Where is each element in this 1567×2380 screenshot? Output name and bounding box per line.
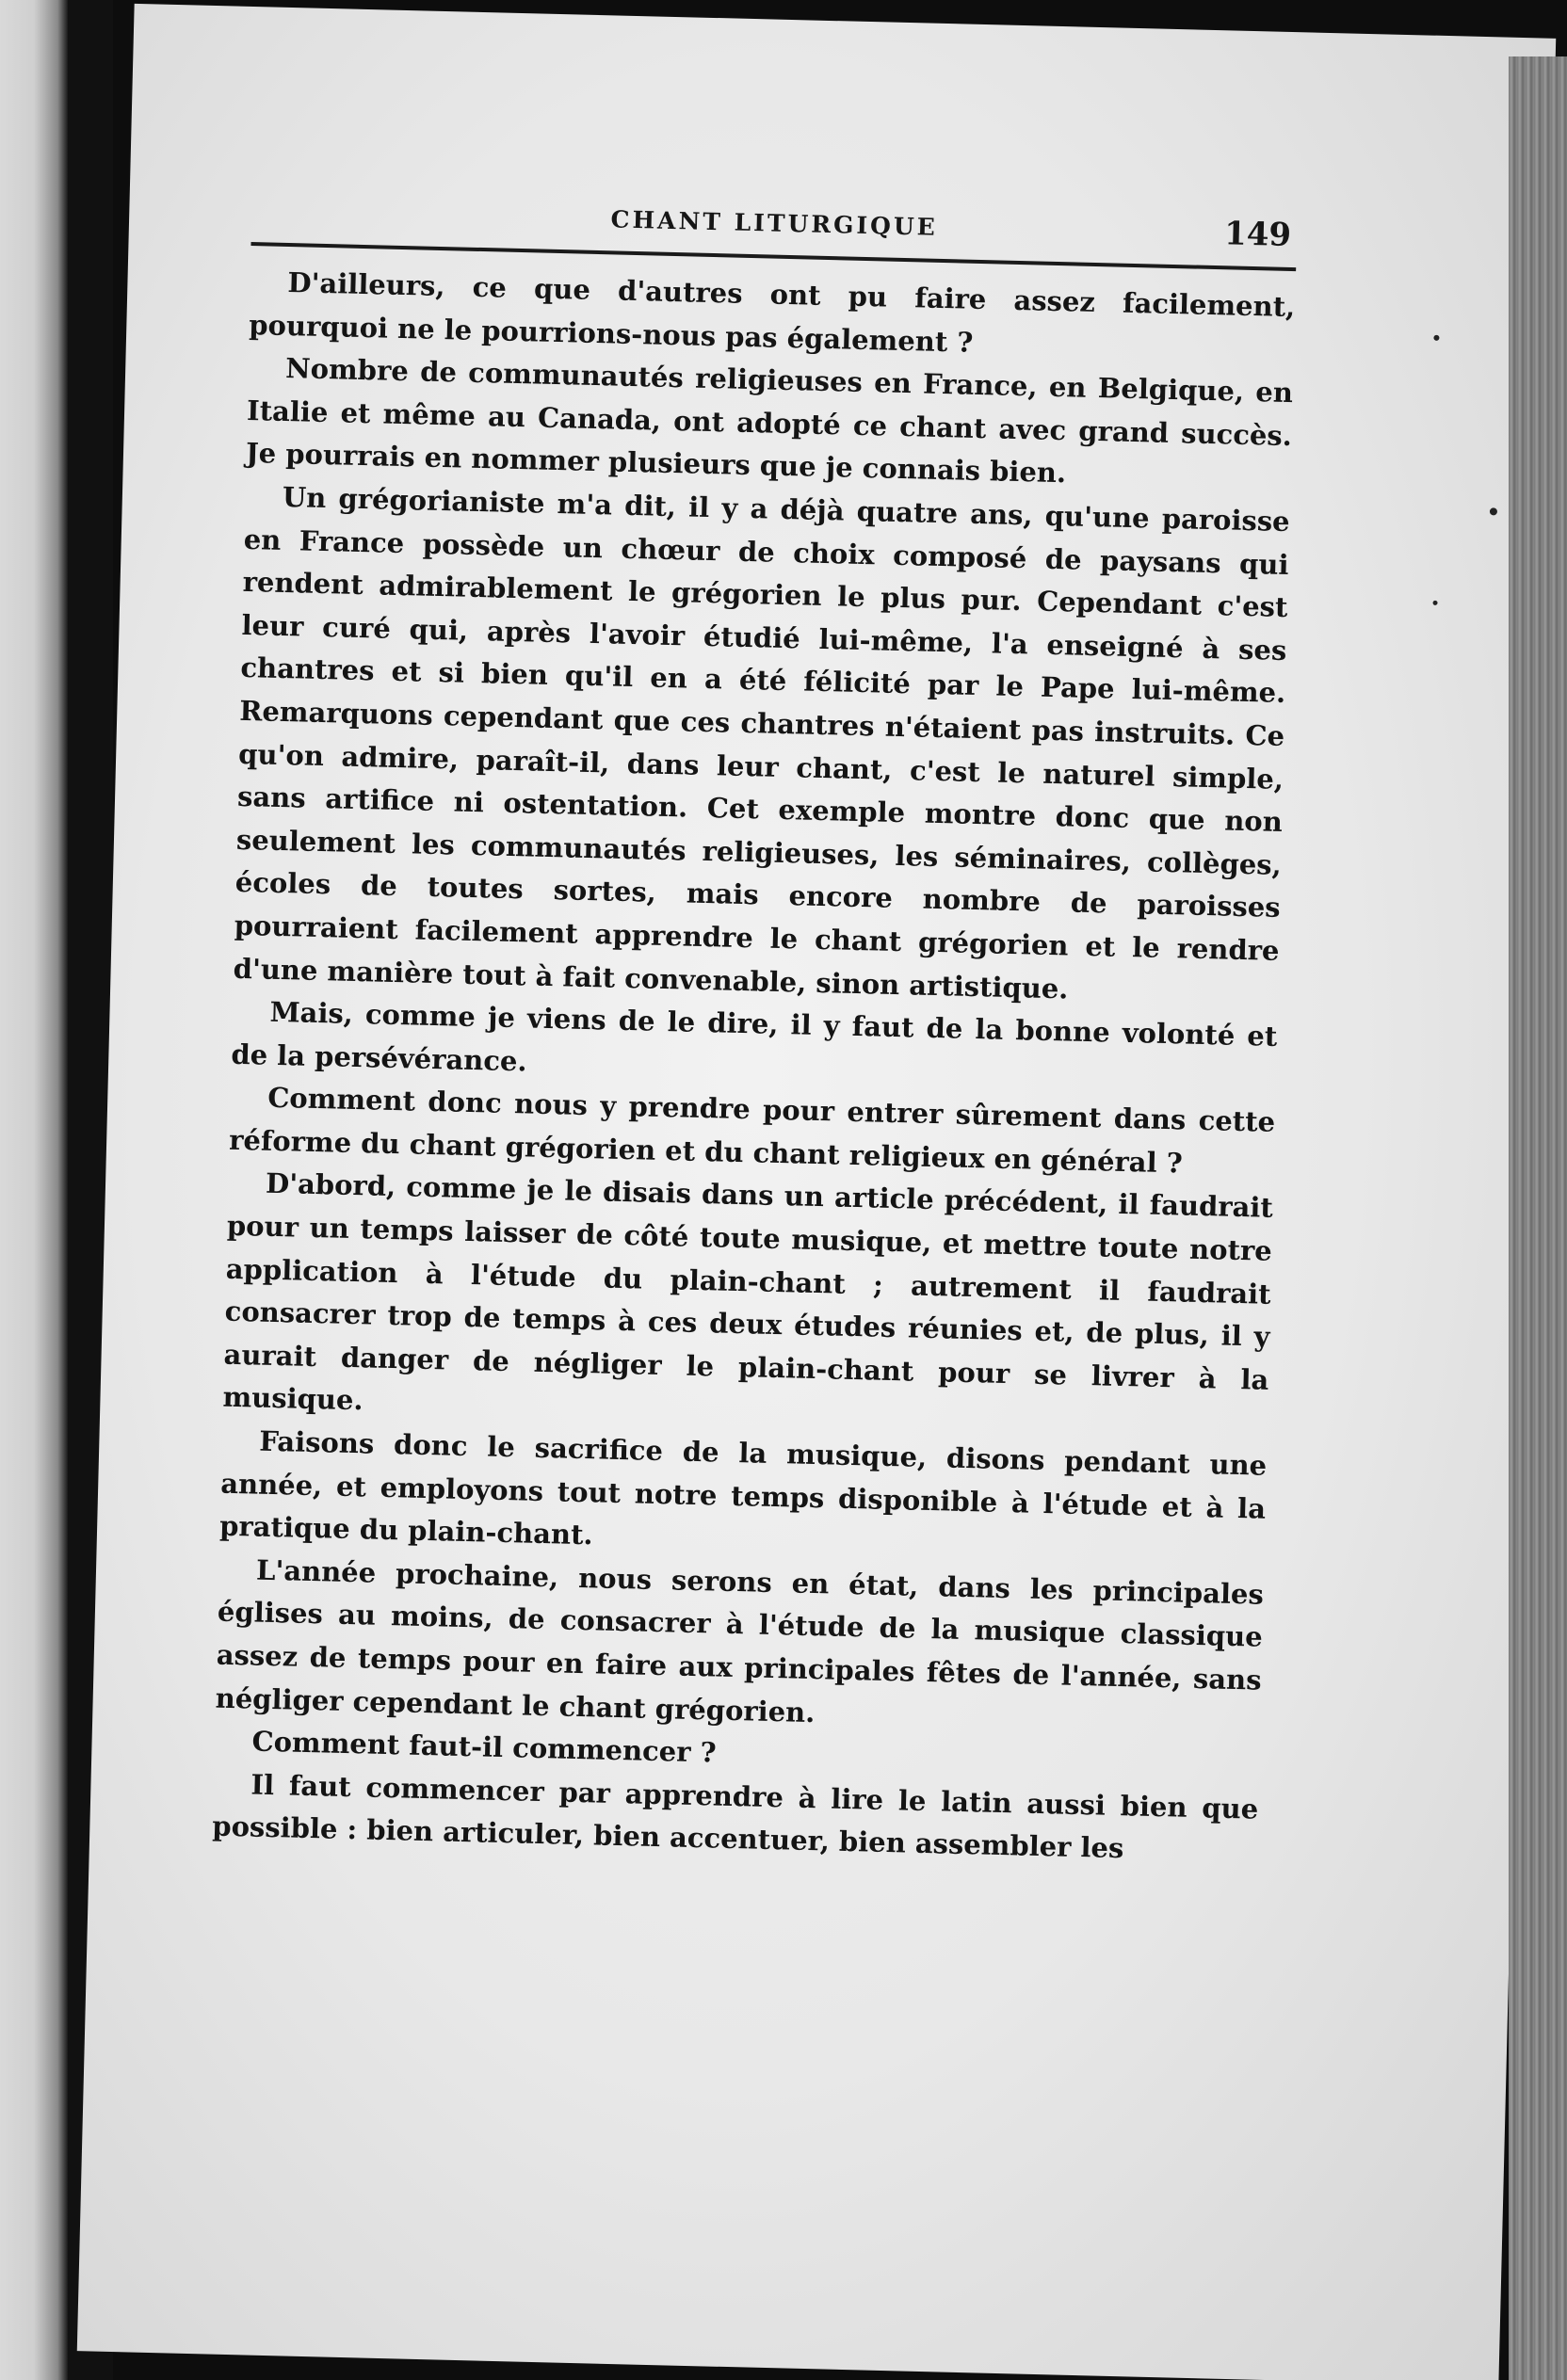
paragraph: Nombre de communautés religieuses en France, en Belgique, en Italie et même au Canada, ont adopté ce chant avec grand succès. Je pourrais en nommer plusieurs que je connais bien. — [245, 352, 1294, 490]
paragraph: Comment faut-il commencer ? — [251, 1725, 718, 1769]
paragraph: Il faut commencer par apprendre à lire le latin aussi bien que possible : bien articuler, bien accentuer, bien assembler les — [212, 1768, 1259, 1865]
paragraph: Faisons donc le sacrifice de la musique, disons pendant une année, et employons tout notre temps disponible à l'étude et à la pratique du plain-chant. — [218, 1424, 1268, 1552]
paragraph: L'année prochaine, nous serons en état, dans les principales églises au moins, de consacrer à l'étude de la musique classique assez de temps pour en faire aux principales fêtes de l'année, sans négliger cependant le chant grégorien. — [215, 1553, 1265, 1729]
paragraph: Un grégorianiste m'a dit, il y a déjà quatre ans, qu'une paroisse en France possède un chœur de choix composé de paysans qui rendent admirablement le grégorien le plus pur. Cependant c'est leur curé qui, après l'avoir étudié lui-même, l'a enseigné à ses chantres et si bien qu'il en a été félicité par le Pape lui-même. Remarquons cependant que ces chantres n'étaient pas instruits. Ce qu'on admire, paraît-il, dans leur chant, c'est le naturel simple, sans artifice ni ostentation. Cet exemple montre donc que non seulement les communautés religieuses, les séminaires, collèges, écoles de toutes sortes, mais encore nombre de paroisses pourraient facilement apprendre le chant grégorien et le rendre d'une manière tout à fait convenable, sinon artistique. — [233, 480, 1291, 1005]
paragraph: Comment donc nous y prendre pour entrer sûrement dans cette réforme du chant grégorien et du chant religieux en général ? — [228, 1082, 1276, 1180]
dust-speck — [1432, 601, 1437, 605]
paragraph: D'ailleurs, ce que d'autres ont pu faire assez facilement, pourquoi ne le pourrions-nous pas également ? — [248, 265, 1296, 359]
facing-page-edge — [0, 0, 68, 2380]
body-text — [212, 261, 1296, 1874]
running-title: CHANT LITURGIQUE — [610, 205, 939, 241]
book-page — [77, 4, 1556, 2380]
page-stack-edge — [1509, 56, 1567, 2380]
page-header — [250, 184, 1297, 271]
dust-speck — [1490, 507, 1497, 515]
page-number: 149 — [1223, 215, 1292, 255]
paragraph: D'abord, comme je le disais dans un article précédent, il faudrait pour un temps laisser de côté toute musique, et mettre toute notre application à l'étude du plain-chant ; autrement il faudrait consacrer trop de temps à ces deux études réunies et, de plus, il y aurait danger de négliger le plain-chant pour se livrer à la musique. — [222, 1167, 1274, 1417]
dust-speck — [1433, 335, 1439, 341]
paragraph: Mais, comme je viens de le dire, il y faut de la bonne volonté et de la persévérance. — [231, 995, 1278, 1078]
